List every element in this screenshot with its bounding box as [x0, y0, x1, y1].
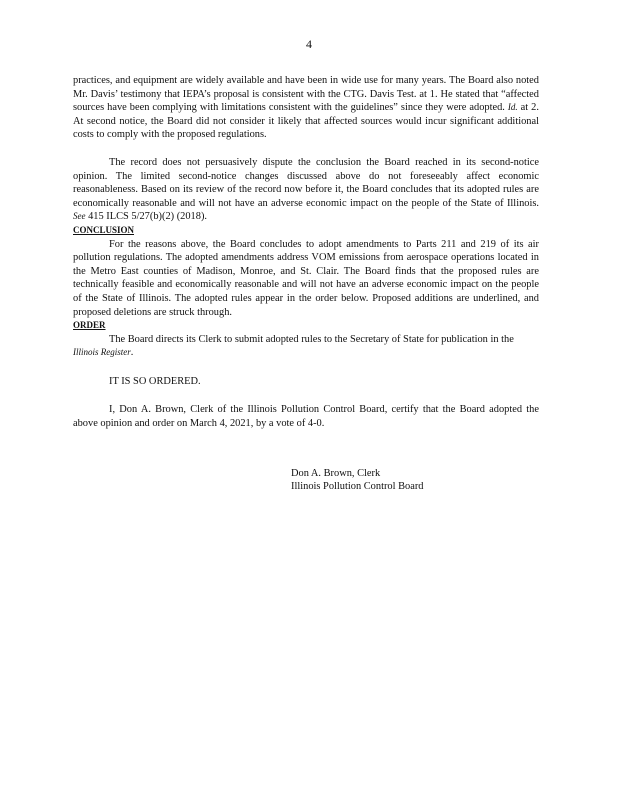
paragraph-text: The record does not persuasively dispute the conclusion the Board reached in its second-notice opinion. The limited second-notice changes discussed above do not foreseeably affect economic reasonableness. Based on its review of the record now before it, the Board concludes that its adopted rules are economically reasonable and will not have an adverse economic impact on the people of the State of Illinois.	[73, 156, 539, 209]
publication-name: Illinois Register	[73, 347, 131, 358]
signer-name: Don A. Brown, Clerk	[291, 467, 381, 479]
paragraph-conclusion: For the reasons above, the Board concludes to adopt amendments to Parts 211 and 219 of its air pollution regulations. The adopted amendments address VOM emissions from aerospace operations located in the Metro East counties of Madison, Monroe, and St. Clair. The Board finds that the proposed rules are technically feasible and economically reasonable and will not have an adverse economic impact on the people of the State of Illinois. The adopted rules appear in the order below. Proposed additions are underlined, and proposed deletions are struck through.	[73, 238, 539, 318]
so-ordered-line: IT IS SO ORDERED.	[109, 375, 201, 387]
statute-citation: 415 ILCS 5/27(b)(2) (2018).	[85, 211, 207, 223]
paragraph-order	[73, 333, 539, 360]
signer-title: Illinois Pollution Control Board	[291, 481, 424, 493]
section-heading-conclusion: CONCLUSION	[73, 224, 135, 235]
document-body	[73, 74, 539, 494]
paragraph-economic-reasonableness	[73, 156, 539, 224]
paragraph-text-end: at 2. At second notice, the Board did not consider it likely that affected sources would incur significant additional costs to comply with the proposed regulations.	[73, 102, 539, 141]
signature-block	[291, 467, 539, 494]
paragraph-text-end: .	[130, 347, 134, 359]
section-heading-order: ORDER	[73, 320, 106, 331]
paragraph-text: The Board directs its Clerk to submit adopted rules to the Secretary of State for publication in the	[109, 333, 514, 345]
citation-id: Id.	[507, 102, 518, 113]
clerk-certification: I, Don A. Brown, Clerk of the Illinois Pollution Control Board, certify that the Board adopted the above opinion and order on March 4, 2021, by a vote of 4-0.	[73, 404, 539, 430]
page-number: 4	[306, 37, 312, 51]
paragraph-text: practices, and equipment are widely available and have been in wide use for many years. The Board also noted Mr. Davis’ testimony that IEPA’s proposal is consistent with the CTG. Davis Test. at 1. He stated that “affected sources have been complying with limitations consistent with the guidelines” since they were adopted.	[73, 75, 539, 114]
citation-see: See	[73, 211, 86, 222]
paragraph-economic-costs	[73, 74, 539, 142]
